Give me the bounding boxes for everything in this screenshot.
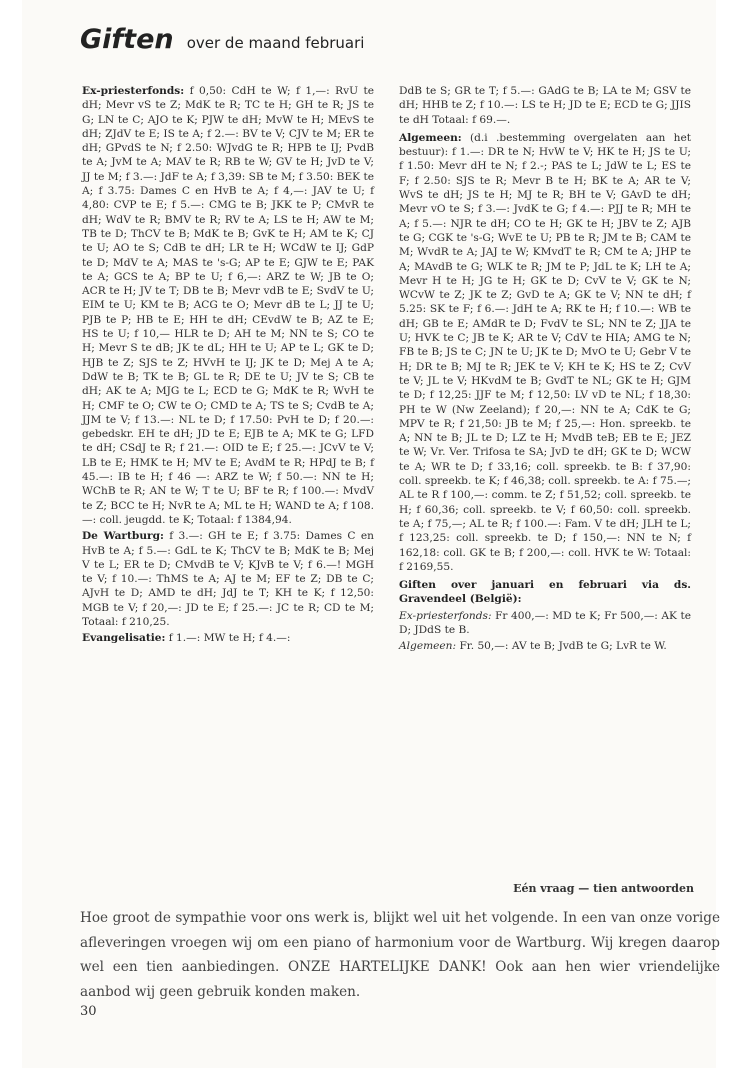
- footer-text: Hoe groot de sympathie voor ons werk is, blijkt wel uit het volgende. In een van onze vorige afleveringen vroegen wij om een piano of harmonium voor de Wartburg. Wij kregen daarop wel een tien aanbiedingen. ONZE HARTELIJKE DANK! Ook aan hen wier vriendelijke aanbod wij geen gebruik konden maken.: [80, 910, 720, 1000]
- belgie-ex-paragraph: [399, 609, 691, 638]
- page-header: [80, 24, 364, 55]
- evangelisatie-continued-text: DdB te S; GR te T; f 5.—: GAdG te B; LA te M; GSV te dH; HHB te Z; f 10.—: LS te H; JD te E; ECD te G; JJIS te dH Totaal: f 69.—.: [399, 85, 691, 126]
- evangelisatie-text: f 1.—: MW te H; f 4.—:: [168, 632, 291, 645]
- right-column: [399, 84, 691, 656]
- belgie-ex-text: Fr 400,—: MD te K; Fr 500,—: AK te D; JDdS te B.: [399, 609, 691, 636]
- wartburg-text: f 3.—: GH te E; f 3.75: Dames C en HvB te A; f 5.—: GdL te K; ThCV te B; MdK te B; Mej V te L; ER te D; CMvdB te V; KJvB te V; f 6.—! MGH te V; f 10.—: ThMS te A; AJ te M; EF te Z; DB te C; AJvH te D; AMD te dH; JdJ te T; KH te K; f 12,50: MGB te V; f 20,—: JD te E; f 25.—: JC te R; CD te M; Totaal: f 210,25.: [82, 530, 374, 628]
- belgie-algemeen-label: Algemeen:: [399, 640, 457, 653]
- evangelisatie-paragraph: [82, 631, 374, 645]
- giften-belgie-heading: [399, 578, 691, 607]
- ex-priesterfonds-paragraph: [82, 84, 374, 527]
- wartburg-paragraph: [82, 529, 374, 629]
- left-column: [82, 84, 374, 648]
- page-number: 30: [80, 1004, 97, 1019]
- algemeen-label: Algemeen:: [399, 131, 462, 144]
- belgie-algemeen-text: Fr. 50,—: AV te B; JvdB te G; LvR te W.: [459, 640, 667, 653]
- evangelisatie-label: Evangelisatie:: [82, 632, 166, 645]
- belgie-algemeen-paragraph: [399, 639, 691, 653]
- magazine-page: [22, 0, 720, 1068]
- ex-priesterfonds-label: Ex-priesterfonds:: [82, 85, 185, 97]
- footer-heading: Eén vraag — tien antwoorden: [513, 882, 694, 895]
- algemeen-text: (d.i .bestemming overgelaten aan het bestuur): f 1.—: DR te N; HvW te V; HK te H; JS te U; f 1.50: Mevr dH te N; f 2.-; PAS te L; JdW te L; ES te F; f 2.50: SJS te R; Mevr B te H; BK te A; AR te V; WvS te dH; JS te H; MJ te R; BH te V; GAvD te dH; Mevr vO te S; f 3.—: JvdK te G; f 4.—: PJJ te R; MH te A; f 5.—: NJR te dH; CO te H; GK te H; JBV te Z; AJB te G; CGK te 's-G; WvE te U; PB te R; JM te B; CAM te M; WvdR te A; JAJ te W; KMvdT te R; CM te A; JHP te A; MAvdB te G; WLK te R; JM te P; JdL te K; LH te A; Mevr H te H; JG te H; GK te D; CvV te V; GK te N; WCvW te Z; JK te Z; GvD te A; GK te V; NN te dH; f 5.25: SK te F; f 6.—: JdH te A; RK te H; f 10.—: WB te dH; GB te E; AMdR te D; FvdV te SL; NN te Z; JJA te U; HVK te C; JB te K; AR te V; CdV te HIA; AMG te N; FB te B; JS te C; JN te U; JK te D; MvO te U; Gebr V te H; DR te B; MJ te R; JEK te V; KH te K; HS te Z; CvV te V; JL te V; HKvdM te B; GvdT te NL; GK te H; GJM te D; f 12,25: JJF te M; f 12,50: LV vD te NL; f 18,30: PH te W (Nw Zeeland); f 20,—: NN te A; CdK te G; MPV te R; f 21,50: JB te M; f 25,—: Hon. spreekb. te A; NN te B; JL te D; LZ te H; MvdB teB; EB te E; JEZ te W; Vr. Ver. Trifosa te SA; JvD te dH; GK te D; WCW te A; WR te D; f 33,16; coll. spreekb. te B: f 37,90: coll. spreekb. te K; f 46,38; coll. spreekb. te A: f 75.—; AL te R f 100,—: comm. te Z; f 51,52; coll. spreekb. te H; f 60,36; coll. spreekb. te V; f 60,50: coll. spreekb. te A; f 75,—; AL te R; f 100.—: Fam. V te dH; JLH te L; f 123,25: coll. spreekb. te D; f 150,—: NN te N; f 162,18: coll. GK te B; f 200,—: coll. HVK te W: Totaal: f 2169,55.: [399, 131, 691, 573]
- belgie-ex-label: Ex-priesterfonds:: [399, 609, 492, 622]
- wartburg-label: De Wartburg:: [82, 530, 164, 543]
- page-title: Giften: [80, 24, 174, 55]
- page-subtitle: over de maand februari: [186, 34, 365, 52]
- algemeen-paragraph: [399, 131, 691, 574]
- ex-priesterfonds-text: f 0,50: CdH te W; f 1,—: RvU te dH; Mevr vS te Z; MdK te R; TC te H; GH te R; JS te G; LN te C; AJO te K; PJW te dH; MvW te H; MEvS te dH; ZJdV te E; IS te A; f 2.—: BV te V; CJV te M; ER te dH; GPvdS te N; f 2.50: WJvdG te R; HPB te IJ; PvdB te A; JvM te A; MAV te R; RB te W; GV te H; JvD te V; JJ te M; f 3.—: JdF te A; f 3,39: SB te M; f 3.50: BEK te A; f 3.75: Dames C en HvB te A; f 4,—: JAV te U; f 4,80: CVP te E; f 5.—: CMG te B; JKK te P; CMvR te dH; WdV te R; BMV te R; RV te A; LS te H; AW te M; TB te D; ThCV te B; MdK te B; GvK te H; AM te K; CJ te U; AO te S; CdB te dH; LR te H; WCdW te IJ; GdP te D; MdV te A; MAS te 's-G; AP te E; GJW te E; PAK te A; GCS te A; BP te U; f 6,—: ARZ te W; JB te O; ACR te H; JV te T; DB te B; Mevr vdB te E; SvdV te U; EIM te U; KM te B; ACG te O; Mevr dB te L; JJ te U; PJB te P; HB te E; HH te dH; CEvdW te B; AZ te E; HS te U; f 10,— HLR te D; AH te M; NN te S; CO te H; Mevr S te dB; JK te dL; HH te U; AP te L; GK te D; HJB te Z; SJS te Z; HVvH te IJ; JK te D; Mej A te A; DdW te B; TK te B; GL te R; DE te U; JV te S; CB te dH; AK te A; MJG te L; ECD te G; MdK te R; WvH te H; CMF te O; CW te O; CMD te A; TS te S; CvdB te A; JJM te V; f 13.—: NL te D; f 17.50: PvH te D; f 20.—: gebedskr. EH te dH; JD te E; EJB te A; MK te G; LFD te dH; CSdJ te R; f 21.—: OID te E; f 25.—: JCvV te V; LB te E; HMK te H; MV te E; AvdM te R; HPdJ te B; f 45.—: IB te H; f 46 —: ARZ te W; f 50.—: NN te H; WChB te R; AN te W; T te U; BF te R; f 100.—: MvdV te Z; BCC te H; NvR te A; ML te H; WAND te A; f 108.—: coll. jeugdd. te K; Totaal: f 1384,94.: [82, 85, 374, 526]
- evangelisatie-continued: [399, 84, 691, 127]
- giften-belgie-label: Giften over januari en februari via ds. Gravendeel (België):: [399, 579, 691, 606]
